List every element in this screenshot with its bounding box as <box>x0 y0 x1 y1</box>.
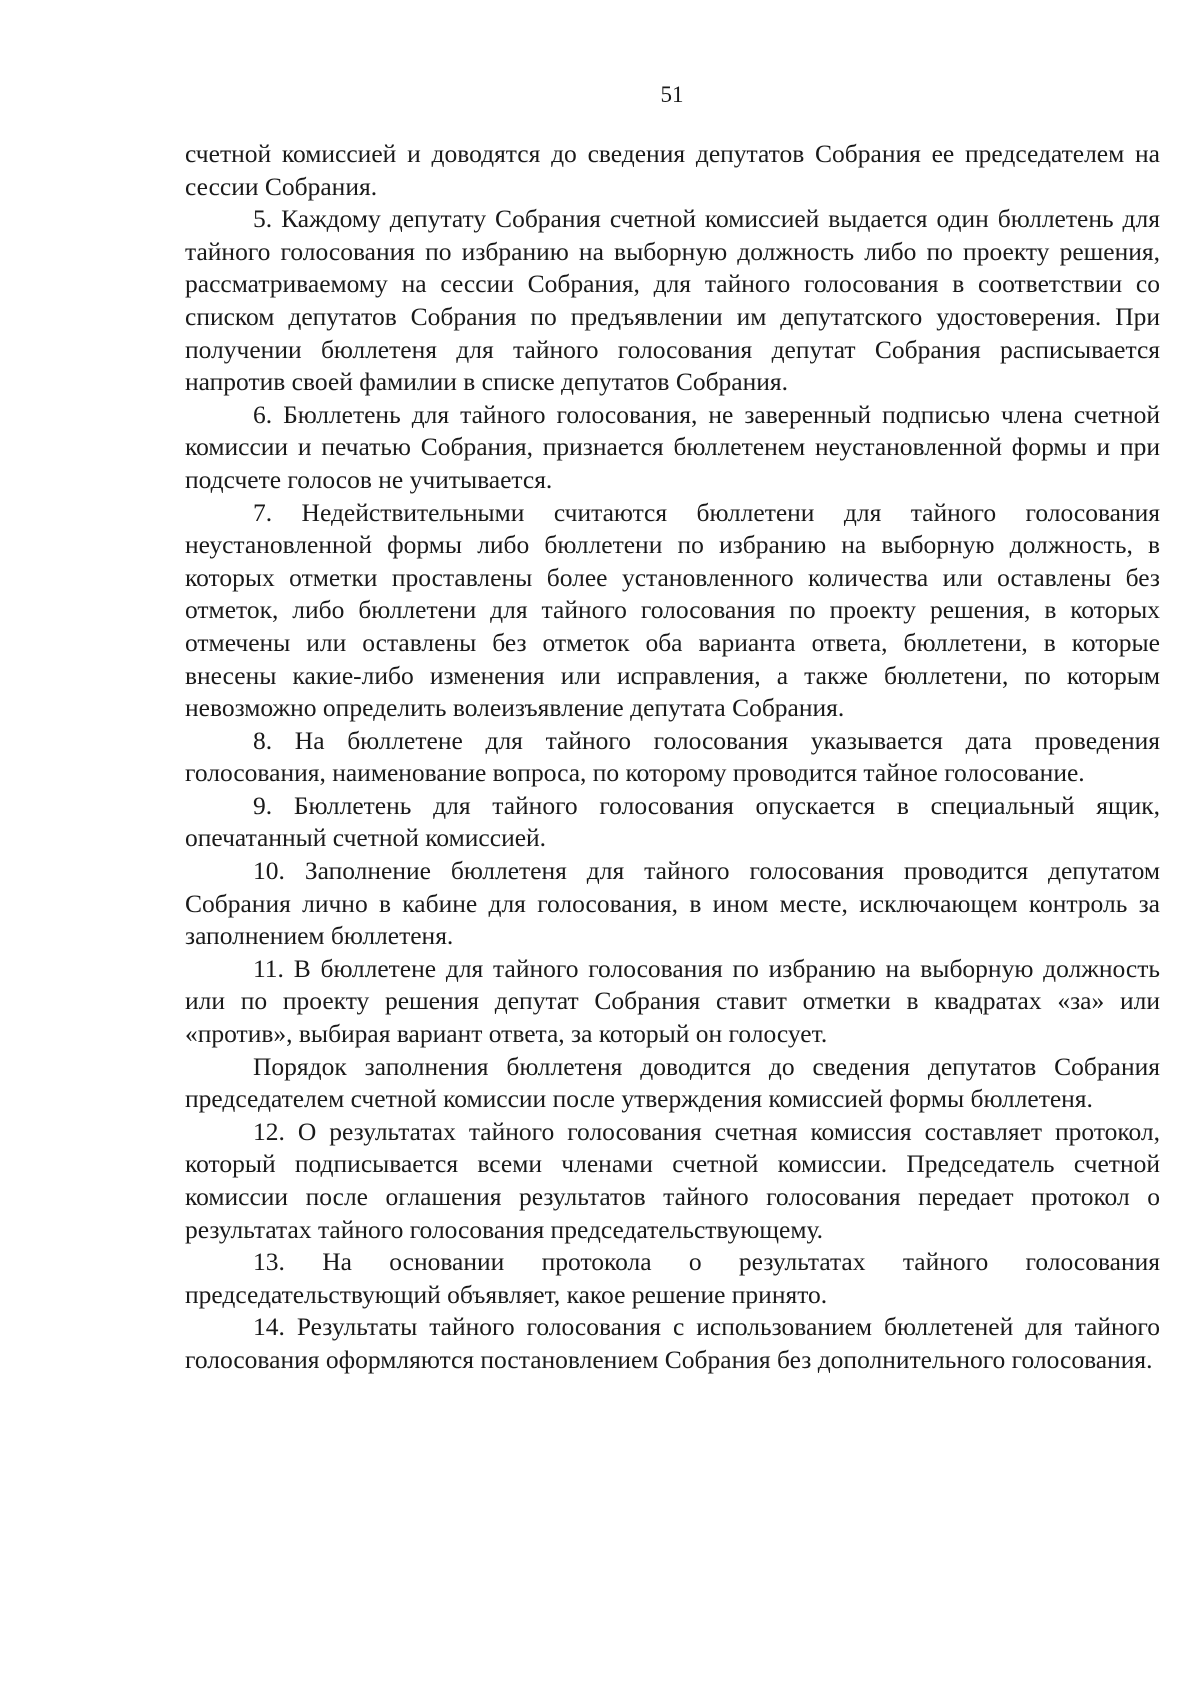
paragraph-item-7: 7. Недействительными считаются бюллетени для тайного голосования неустановленной формы либо бюллетени по избранию на выборную должность, в которых отметки проставлены более установленного количества или оставлены без отметок, либо бюллетени для тайного голосования по проекту решения, в которых отмечены или оставлены без отметок оба варианта ответа, бюллетени, в которые внесены какие-либо изменения или исправления, а также бюллетени, по которым невозможно определить волеизъявление депутата Собрания. <box>185 497 1160 723</box>
paragraph-item-9: 9. Бюллетень для тайного голосования опускается в специальный ящик, опечатанный счетной комиссией. <box>185 790 1160 853</box>
paragraph-item-5: 5. Каждому депутату Собрания счетной комиссией выдается один бюллетень для тайного голосования по избранию на выборную должность либо по проекту решения, рассматриваемому на сессии Собрания, для тайного голосования в соответствии со списком депутатов Собрания по предъявлении им депутатского удостоверения. При получении бюллетеня для тайного голосования депутат Собрания расписывается напротив своей фамилии в списке депутатов Собрания. <box>185 204 1160 397</box>
document-body <box>185 138 1160 1377</box>
paragraph-item-12: 12. О результатах тайного голосования счетная комиссия составляет протокол, который подписывается всеми членами счетной комиссии. Председатель счетной комиссии после оглашения результатов тайного голосования передает протокол о результатах тайного голосования председательствующему. <box>185 1116 1160 1244</box>
page-number: 51 <box>660 82 684 107</box>
paragraph-item-11: 11. В бюллетене для тайного голосования по избранию на выборную должность или по проекту решения депутат Собрания ставит отметки в квадратах «за» или «против», выбирая вариант ответа, за который он голосует. <box>185 953 1160 1049</box>
paragraph-item-10: 10. Заполнение бюллетеня для тайного голосования проводится депутатом Собрания лично в кабине для голосования, в ином месте, исключающем контроль за заполнением бюллетеня. <box>185 856 1160 951</box>
paragraph-item-14: 14. Результаты тайного голосования с использованием бюллетеней для тайного голосования оформляются постановлением Собрания без дополнительного голосования. <box>185 1312 1160 1374</box>
paragraph-item-13: 13. На основании протокола о результатах тайного голосования председательствующий объявляет, какое решение принято. <box>185 1247 1160 1309</box>
paragraph-item-11-note: Порядок заполнения бюллетеня доводится до сведения депутатов Собрания председателем счетной комиссии после утверждения комиссией формы бюллетеня. <box>185 1051 1160 1114</box>
paragraph-continuation: счетной комиссией и доводятся до сведения депутатов Собрания ее председателем на сессии Собрания. <box>185 139 1160 201</box>
paragraph-item-6: 6. Бюллетень для тайного голосования, не заверенный подписью члена счетной комиссии и печатью Собрания, признается бюллетенем неустановленной формы и при подсчете голосов не учитывается. <box>185 399 1160 494</box>
paragraph-item-8: 8. На бюллетене для тайного голосования указывается дата проведения голосования, наименование вопроса, по которому проводится тайное голосование. <box>185 725 1160 788</box>
